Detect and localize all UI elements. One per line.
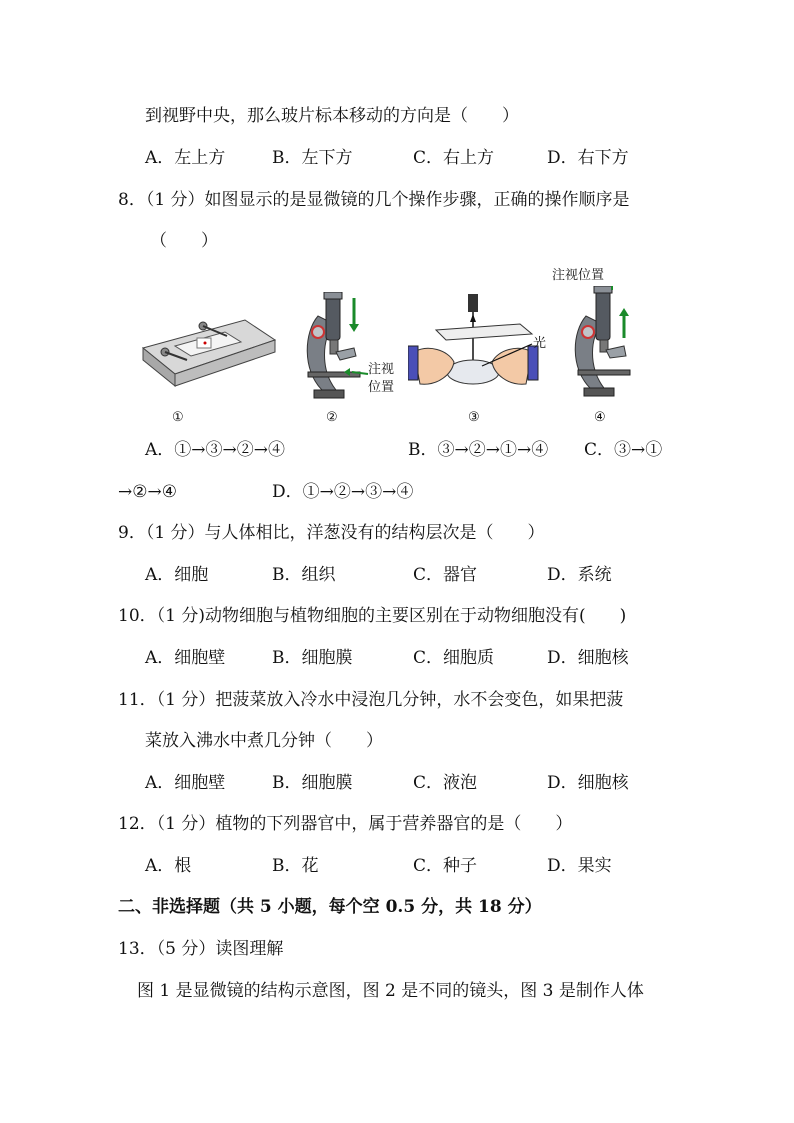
- q13-text: 图 1 是显微镜的结构示意图，图 2 是不同的镜头，图 3 是制作人体: [137, 981, 644, 1001]
- q11-continuation: 菜放入沸水中煮几分钟（ ）: [145, 731, 383, 751]
- q12-option-d: D．果实: [547, 856, 612, 876]
- q10-option-d: D．细胞核: [547, 648, 629, 668]
- q9-option-c: C．器官: [413, 565, 478, 585]
- q7-continuation: 到视野中央，那么玻片标本移动的方向是（ ）: [145, 106, 519, 126]
- q8-stem: 8．（1 分）如图显示的是显微镜的几个操作步骤，正确的操作顺序是: [118, 190, 630, 210]
- q9-option-a: A．细胞: [145, 565, 209, 585]
- figure-label-3: ③: [468, 410, 480, 425]
- q8-option-c-part1: C．③→①: [584, 440, 663, 460]
- q10-option-c: C．细胞质: [413, 648, 495, 668]
- q10-option-b: B．细胞膜: [272, 648, 353, 668]
- q11-option-b: B．细胞膜: [272, 773, 353, 793]
- q12-option-a: A．根: [145, 856, 192, 876]
- q8-option-c-part2: →②→④: [118, 482, 177, 502]
- q8-option-b: B．③→②→①→④: [408, 440, 549, 460]
- figure-4-annotation-watch-position: 注视位置: [552, 268, 605, 283]
- q9-option-d: D．系统: [547, 565, 612, 585]
- q12-option-c: C．种子: [413, 856, 478, 876]
- q9-option-b: B．组织: [272, 565, 336, 585]
- q10-stem: 10．（1 分)动物细胞与植物细胞的主要区别在于动物细胞没有( ): [118, 606, 627, 626]
- q8-option-d: D．①→②→③→④: [272, 482, 414, 502]
- q7-option-d: D．右下方: [547, 148, 629, 168]
- q10-option-a: A．细胞壁: [145, 648, 226, 668]
- q7-option-b: B．左下方: [272, 148, 353, 168]
- q11-option-c: C．液泡: [413, 773, 478, 793]
- figure-label-4: ④: [594, 410, 606, 425]
- figure-microscope-raising: [566, 286, 656, 398]
- figure-stage-slide: [135, 312, 285, 402]
- figure-3-annotation-light: 光: [533, 336, 547, 351]
- q9-stem: 9．（1 分）与人体相比，洋葱没有的结构层次是（ ）: [118, 523, 545, 543]
- q13-stem: 13．（5 分）读图理解: [118, 939, 284, 959]
- figure-2-annotation-watch: 注视: [368, 362, 395, 377]
- figure-2-annotation-position: 位置: [368, 380, 395, 395]
- q12-option-b: B．花: [272, 856, 319, 876]
- q11-option-a: A．细胞壁: [145, 773, 226, 793]
- q7-option-a: A．左上方: [145, 148, 226, 168]
- q11-stem: 11．（1 分）把菠菜放入冷水中浸泡几分钟，水不会变色，如果把菠: [118, 690, 624, 710]
- q8-answer-paren: （ ）: [150, 231, 218, 251]
- section-2-heading: 二、非选择题（共 5 小题，每个空 0.5 分，共 18 分）: [118, 897, 542, 917]
- figure-label-2: ②: [326, 410, 338, 425]
- q12-stem: 12．（1 分）植物的下列器官中，属于营养器官的是（ ）: [118, 814, 573, 834]
- figure-label-1: ①: [172, 410, 184, 425]
- q11-option-d: D．细胞核: [547, 773, 629, 793]
- q7-option-c: C．右上方: [413, 148, 495, 168]
- q8-option-a: A．①→③→②→④: [145, 440, 286, 460]
